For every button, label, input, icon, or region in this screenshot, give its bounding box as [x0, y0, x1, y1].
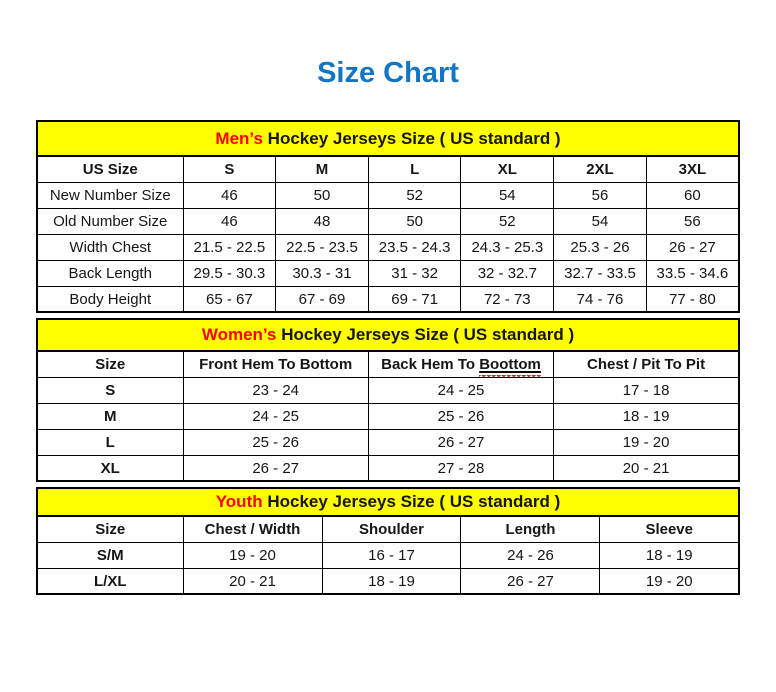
youth-accent-word: Youth [215, 492, 263, 512]
mens-table-body [37, 182, 739, 312]
size-value: 25 - 26 [183, 429, 368, 455]
size-value: 16 - 17 [322, 542, 461, 568]
column-header: 2XL [554, 156, 647, 182]
size-value: 19 - 20 [554, 429, 739, 455]
size-value: 72 - 73 [461, 286, 554, 312]
size-value: 21.5 - 22.5 [183, 234, 276, 260]
size-value: 20 - 21 [554, 455, 739, 481]
size-value: 18 - 19 [600, 542, 739, 568]
youth-size-table [36, 487, 740, 595]
column-header: Chest / Width [183, 516, 322, 542]
column-header: Length [461, 516, 600, 542]
size-value: 26 - 27 [646, 234, 739, 260]
column-header: L [368, 156, 461, 182]
table-row [37, 234, 739, 260]
mens-section-title [37, 121, 739, 156]
size-value: 18 - 19 [554, 403, 739, 429]
womens-table-body [37, 377, 739, 481]
column-header: US Size [37, 156, 183, 182]
table-row [37, 208, 739, 234]
size-value: 46 [183, 208, 276, 234]
column-header: Front Hem To Bottom [183, 351, 368, 377]
table-row [37, 260, 739, 286]
size-value: 20 - 21 [183, 568, 322, 594]
row-label: M [37, 403, 183, 429]
mens-size-table [36, 120, 740, 313]
column-header: Chest / Pit To Pit [554, 351, 739, 377]
youth-caption-row [37, 488, 739, 516]
size-value: 50 [276, 182, 369, 208]
table-row [37, 429, 739, 455]
youth-caption-text: Hockey Jerseys Size ( US standard ) [262, 492, 561, 512]
column-header: Shoulder [322, 516, 461, 542]
table-row [37, 286, 739, 312]
column-header: Sleeve [600, 516, 739, 542]
page-title: Size Chart [317, 57, 459, 89]
size-value: 60 [646, 182, 739, 208]
size-value: 74 - 76 [554, 286, 647, 312]
table-row [37, 182, 739, 208]
size-value: 26 - 27 [183, 455, 368, 481]
mens-caption-row [37, 121, 739, 156]
row-label: S/M [37, 542, 183, 568]
column-header: M [276, 156, 369, 182]
column-header: XL [461, 156, 554, 182]
size-value: 54 [461, 182, 554, 208]
column-header: Size [37, 516, 183, 542]
size-value: 27 - 28 [368, 455, 553, 481]
size-value: 65 - 67 [183, 286, 276, 312]
size-value: 48 [276, 208, 369, 234]
size-value: 69 - 71 [368, 286, 461, 312]
size-value: 30.3 - 31 [276, 260, 369, 286]
size-value: 24 - 25 [368, 377, 553, 403]
womens-caption-row [37, 319, 739, 351]
size-value: 24.3 - 25.3 [461, 234, 554, 260]
mens-header-row [37, 156, 739, 182]
size-value: 46 [183, 182, 276, 208]
youth-section-title [37, 488, 739, 516]
size-value: 54 [554, 208, 647, 234]
size-value: 29.5 - 30.3 [183, 260, 276, 286]
table-row [37, 455, 739, 481]
size-value: 23 - 24 [183, 377, 368, 403]
size-value: 31 - 32 [368, 260, 461, 286]
table-row [37, 377, 739, 403]
size-value: 24 - 25 [183, 403, 368, 429]
youth-header-row [37, 516, 739, 542]
row-label: Body Height [37, 286, 183, 312]
row-label: Back Length [37, 260, 183, 286]
size-value: 33.5 - 34.6 [646, 260, 739, 286]
row-label: L/XL [37, 568, 183, 594]
womens-accent-word: Women’s [201, 325, 277, 345]
row-label: Old Number Size [37, 208, 183, 234]
column-header: Size [37, 351, 183, 377]
mens-caption-text: Hockey Jerseys Size ( US standard ) [262, 128, 561, 148]
womens-section-title [37, 319, 739, 351]
size-value: 77 - 80 [646, 286, 739, 312]
size-value: 19 - 20 [183, 542, 322, 568]
size-value: 18 - 19 [322, 568, 461, 594]
size-value: 56 [554, 182, 647, 208]
size-value: 22.5 - 23.5 [276, 234, 369, 260]
row-label: XL [37, 455, 183, 481]
size-value: 56 [646, 208, 739, 234]
size-value: 52 [368, 182, 461, 208]
table-row [37, 542, 739, 568]
size-value: 50 [368, 208, 461, 234]
row-label: New Number Size [37, 182, 183, 208]
row-label: L [37, 429, 183, 455]
size-value: 26 - 27 [461, 568, 600, 594]
row-label: S [37, 377, 183, 403]
misspelled-word: Boottom [479, 356, 541, 374]
column-header: S [183, 156, 276, 182]
womens-size-table [36, 318, 740, 482]
size-value: 26 - 27 [368, 429, 553, 455]
size-value: 25 - 26 [368, 403, 553, 429]
size-value: 19 - 20 [600, 568, 739, 594]
column-header: 3XL [646, 156, 739, 182]
size-chart-tables [36, 120, 740, 595]
table-row [37, 403, 739, 429]
size-value: 32 - 32.7 [461, 260, 554, 286]
row-label: Width Chest [37, 234, 183, 260]
size-value: 17 - 18 [554, 377, 739, 403]
size-value: 52 [461, 208, 554, 234]
size-value: 32.7 - 33.5 [554, 260, 647, 286]
mens-accent-word: Men’s [215, 128, 263, 148]
column-header: Back Hem To Boottom [368, 351, 553, 377]
size-value: 24 - 26 [461, 542, 600, 568]
size-value: 67 - 69 [276, 286, 369, 312]
size-value: 23.5 - 24.3 [368, 234, 461, 260]
womens-header-row [37, 351, 739, 377]
size-value: 25.3 - 26 [554, 234, 647, 260]
youth-table-body [37, 542, 739, 594]
table-row [37, 568, 739, 594]
womens-caption-text: Hockey Jerseys Size ( US standard ) [276, 325, 575, 345]
